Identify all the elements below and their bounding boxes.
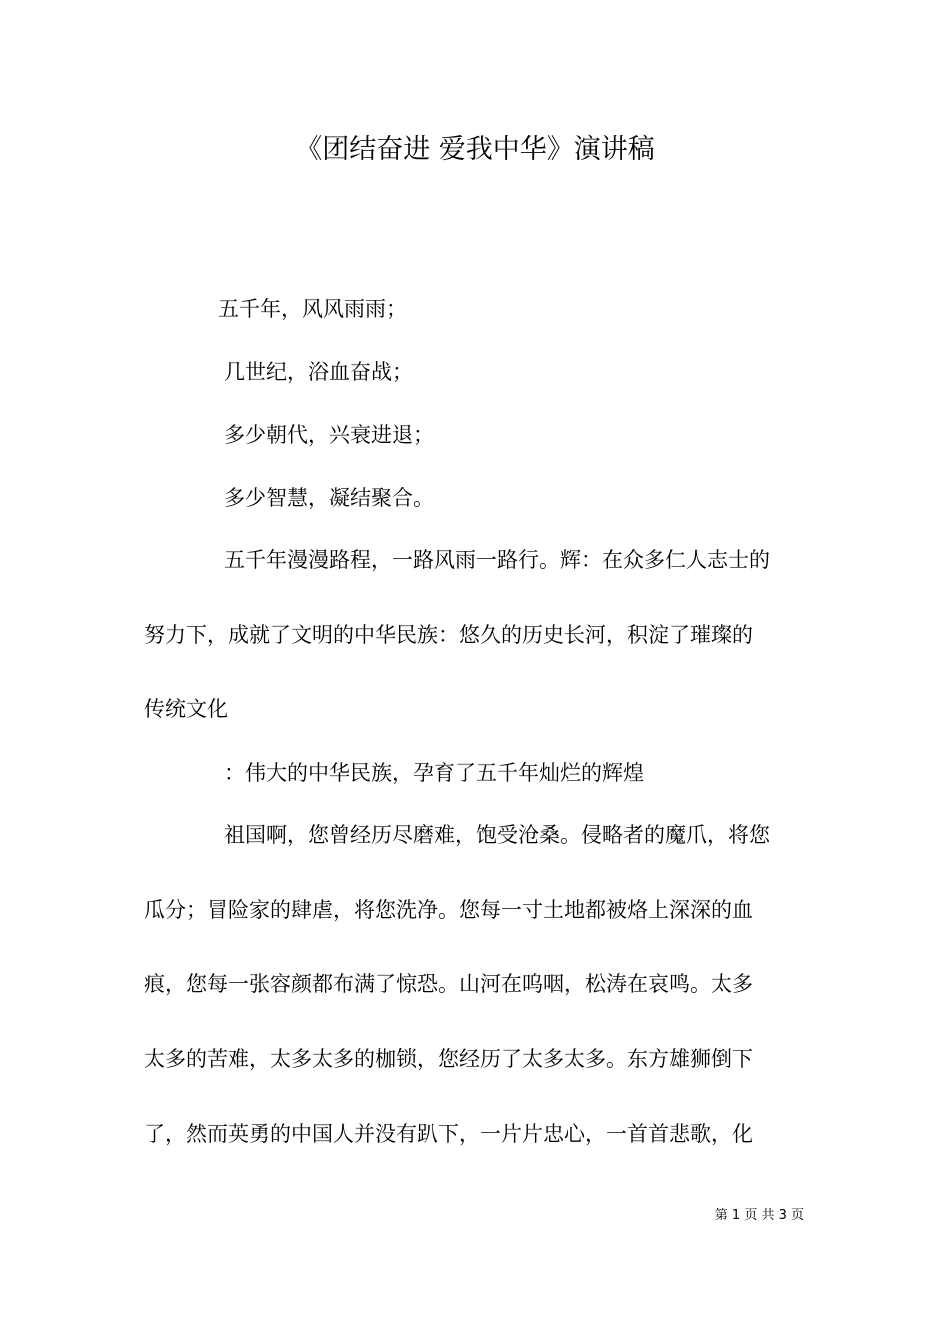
text-line-4: 多少智慧，凝结聚合。 [224,486,434,510]
text-line-6: 努力下，成就了文明的中华民族：悠久的历史长河，积淀了璀璨的 [144,623,753,647]
page-number-footer: 第 1 页 共 3 页 [714,1208,804,1223]
text-line-10: 瓜分；冒险家的肆虐，将您洗净。您每一寸土地都被烙上深深的血 [144,898,753,922]
text-line-8: ：伟大的中华民族，孕育了五千年灿烂的辉煌 [224,761,644,785]
text-line-11: 痕，您每一张容颜都布满了惊恐。山河在呜咽，松涛在哀鸣。太多 [144,972,753,996]
text-line-2: 几世纪，浴血奋战； [224,360,413,384]
document-title: 《团结奋进 爱我中华》演讲稿 [295,134,655,165]
text-line-5: 五千年漫漫路程，一路风雨一路行。辉：在众多仁人志士的 [224,548,770,572]
text-line-7: 传统文化 [144,697,228,721]
text-line-12: 太多的苦难，太多太多的枷锁，您经历了太多太多。东方雄狮倒下 [144,1047,753,1071]
text-line-9: 祖国啊，您曾经历尽磨难，饱受沧桑。侵略者的魔爪，将您 [224,823,770,847]
text-line-13: 了，然而英勇的中国人并没有趴下，一片片忠心，一首首悲歌，化 [144,1122,753,1146]
text-line-3: 多少朝代，兴衰进退； [224,423,434,447]
text-line-1: 五千年，风风雨雨； [218,297,407,321]
